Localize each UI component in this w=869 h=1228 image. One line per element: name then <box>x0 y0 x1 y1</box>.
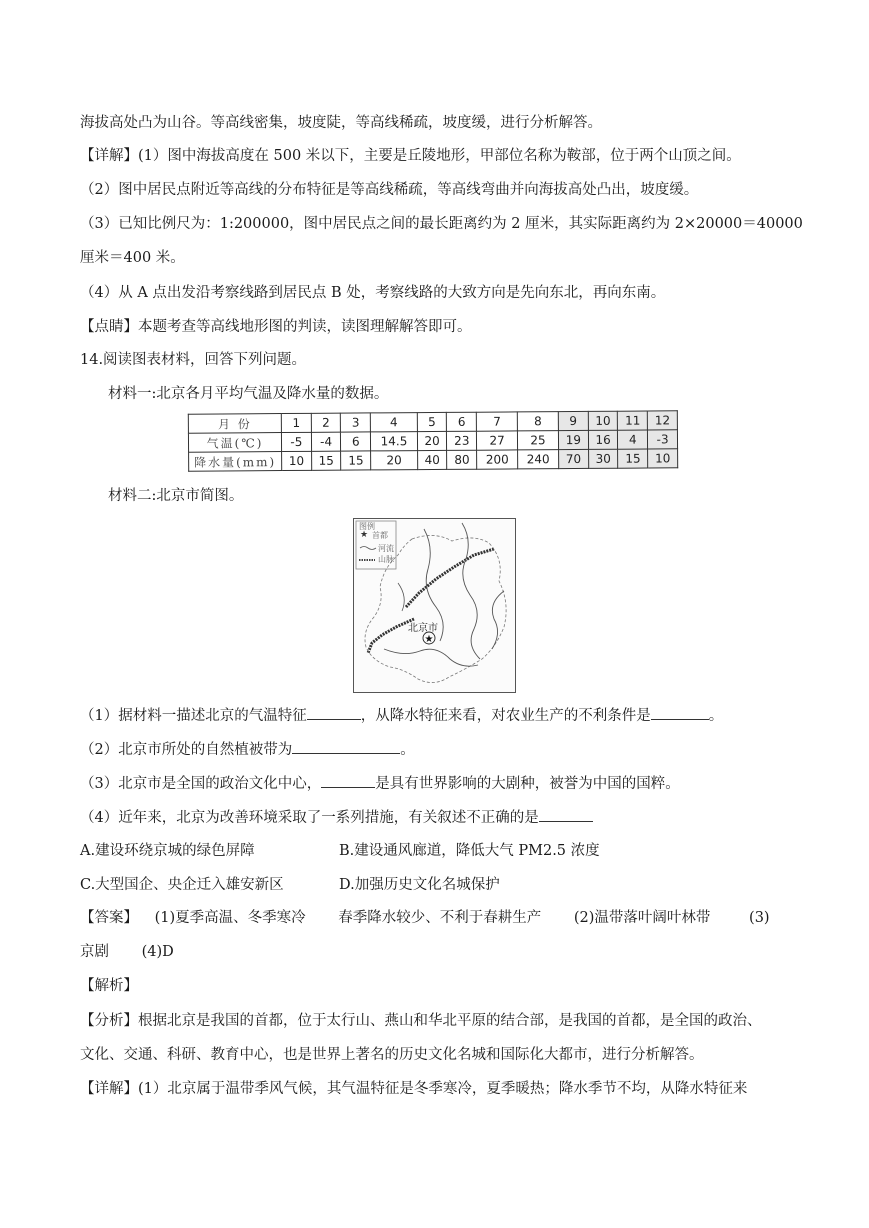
table-cell: 8 <box>517 412 558 431</box>
table-cell: -4 <box>311 432 341 451</box>
material-1-label: 材料一:北京各月平均气温及降水量的数据。 <box>108 386 389 402</box>
month-header: 月 份 <box>188 414 281 434</box>
text-line: 海拔高处凸为山谷。等高线密集，坡度陡，等高线稀疏，坡度缓，进行分析解答。 <box>80 115 602 131</box>
question-2-text-b: 。 <box>400 742 415 758</box>
table-cell: 10 <box>588 411 618 430</box>
beijing-sketch-map <box>353 518 516 693</box>
option-d: D.加强历史文化名城保护 <box>339 877 500 893</box>
table-cell: 27 <box>477 431 518 450</box>
answer-blank[interactable] <box>292 738 400 754</box>
table-cell: 15 <box>618 449 648 468</box>
answer-line-2 <box>80 942 174 962</box>
answer-blank[interactable] <box>321 772 375 788</box>
table-cell: 10 <box>648 449 678 468</box>
detail-line-2: （2）图中居民点附近等高线的分布特征是等高线稀疏，等高线弯曲并向海拔高处凸出，坡度缓。 <box>80 182 699 198</box>
beijing-city-label: 北京市 <box>408 623 438 634</box>
table-cell: 11 <box>618 411 648 430</box>
table-cell: 12 <box>647 411 677 430</box>
table-cell: 2 <box>311 413 341 432</box>
material-2-label: 材料二:北京市简图。 <box>108 488 244 504</box>
climate-data-table <box>188 410 678 471</box>
answer-part-6: (4)D <box>141 944 174 960</box>
table-cell: 6 <box>341 432 371 451</box>
table-cell: 23 <box>447 431 477 450</box>
answer-blank[interactable] <box>539 806 593 822</box>
table-cell: 4 <box>618 430 648 449</box>
legend-star-icon: ★ <box>360 530 369 540</box>
table-cell: 6 <box>447 412 477 431</box>
table-cell: -3 <box>648 430 678 449</box>
legend-capital-label: 首都 <box>372 531 388 540</box>
analysis-line-3: 【详解】(1）北京属于温带季风气候，其气温特征是冬季寒冷，夏季暖热；降水季节不均，从降水特征来 <box>80 1081 748 1097</box>
question-1-text-c: 。 <box>708 708 724 724</box>
table-cell: 14.5 <box>371 432 418 451</box>
table-cell: 20 <box>417 431 447 450</box>
answer-blank[interactable] <box>651 704 709 720</box>
table-cell: 25 <box>518 431 559 450</box>
table-cell: 200 <box>477 450 518 469</box>
legend-river-label: 河流 <box>378 544 394 553</box>
highlight-note: 【点睛】本题考查等高线地形图的判读，读图理解解答即可。 <box>80 319 472 335</box>
option-b: B.建设通风廊道，降低大气 PM2.5 浓度 <box>339 843 600 859</box>
table-cell: 10 <box>282 451 312 470</box>
question-2 <box>80 738 415 760</box>
table-cell: 15 <box>341 451 371 470</box>
table-cell: 240 <box>518 450 559 469</box>
answer-part-2: 春季降水较少、不利于春耕生产 <box>338 910 542 926</box>
table-cell: 20 <box>371 451 418 470</box>
table-cell: 5 <box>417 412 447 431</box>
river-4 <box>384 649 478 666</box>
answer-part-4: (3) <box>749 910 770 926</box>
river-3 <box>492 591 504 649</box>
detail-line-3: （3）已知比例尺为：1:200000，图中居民点之间的最长距离约为 2 厘米，其实际距离约为 2×20000＝40000 <box>80 216 803 232</box>
analysis-title: 【解析】 <box>80 978 138 994</box>
table-cell: 30 <box>588 449 618 468</box>
table-cell: 80 <box>447 450 477 469</box>
temp-header: 气温(℃) <box>188 433 281 453</box>
table-cell: 1 <box>281 413 311 432</box>
analysis-line-2: 文化、交通、科研、教育中心，也是世界上著名的历史文化名城和国际化大都市，进行分析解答。 <box>80 1047 704 1063</box>
table-cell: 9 <box>558 411 588 430</box>
answer-part-3: (2)温带落叶阔叶林带 <box>573 910 711 926</box>
river-5 <box>398 583 404 611</box>
answer-tag: 【答案】 <box>80 910 138 926</box>
table-cell: 4 <box>371 413 418 432</box>
detail-line-3-cont: 厘米＝400 米。 <box>80 250 185 266</box>
mountain-range-north <box>406 549 494 607</box>
table-cell: 15 <box>311 451 341 470</box>
question-1-text-a: （1）据材料一描述北京的气温特征 <box>80 708 307 724</box>
river-1 <box>462 523 480 659</box>
detail-line-1: 【详解】(1）图中海拔高度在 500 米以下，主要是丘陵地形，甲部位名称为鞍部，位于两个山顶之间。 <box>80 148 741 164</box>
detail-line-4: （4）从 A 点出发沿考察线路到居民点 B 处，考察线路的大致方向是先向东北，再向东南。 <box>80 285 666 301</box>
question-3-text-a: （3）北京市是全国的政治文化中心， <box>80 776 322 792</box>
question-1-text-b: ，从降水特征来看，对农业生产的不利条件是 <box>360 708 651 724</box>
table-cell: 19 <box>558 430 588 449</box>
legend-title: 图例 <box>359 522 375 531</box>
capital-star-icon: ★ <box>424 634 434 645</box>
option-c: C.大型国企、央企迁入雄安新区 <box>80 877 284 893</box>
table-cell: 16 <box>588 430 618 449</box>
table-row-precipitation <box>189 449 678 471</box>
question-3-text-b: 是具有世界影响的大剧种，被誉为中国的国粹。 <box>375 776 680 792</box>
analysis-line-1: 【分析】根据北京是我国的首都，位于太行山、燕山和华北平原的结合部，是我国的首都，是全国的政治、 <box>80 1013 762 1029</box>
question-4 <box>80 806 593 828</box>
option-a: A.建设环绕京城的绿色屏障 <box>80 843 255 859</box>
question-3 <box>80 772 680 794</box>
answer-part-1: (1)夏季高温、冬季寒冷 <box>154 910 306 926</box>
answer-blank[interactable] <box>307 704 361 720</box>
question-1 <box>80 704 723 726</box>
answer-line <box>80 908 770 928</box>
answer-part-5: 京剧 <box>80 944 109 960</box>
table-cell: 3 <box>341 413 371 432</box>
table-cell: 7 <box>476 412 517 431</box>
legend-mountain-label: 山脉 <box>378 555 394 564</box>
question-14-title: 14.阅读图表材料，回答下列问题。 <box>80 352 307 368</box>
table-cell: 70 <box>559 449 589 468</box>
question-2-text-a: （2）北京市所处的自然植被带为 <box>80 742 293 758</box>
precip-header: 降水量(mm) <box>189 452 282 472</box>
table-cell: -5 <box>281 432 311 451</box>
legend-river-icon <box>360 547 376 550</box>
table-cell: 40 <box>417 450 447 469</box>
question-4-text: （4）近年来，北京为改善环境采取了一系列措施，有关叙述不正确的是 <box>80 810 539 826</box>
